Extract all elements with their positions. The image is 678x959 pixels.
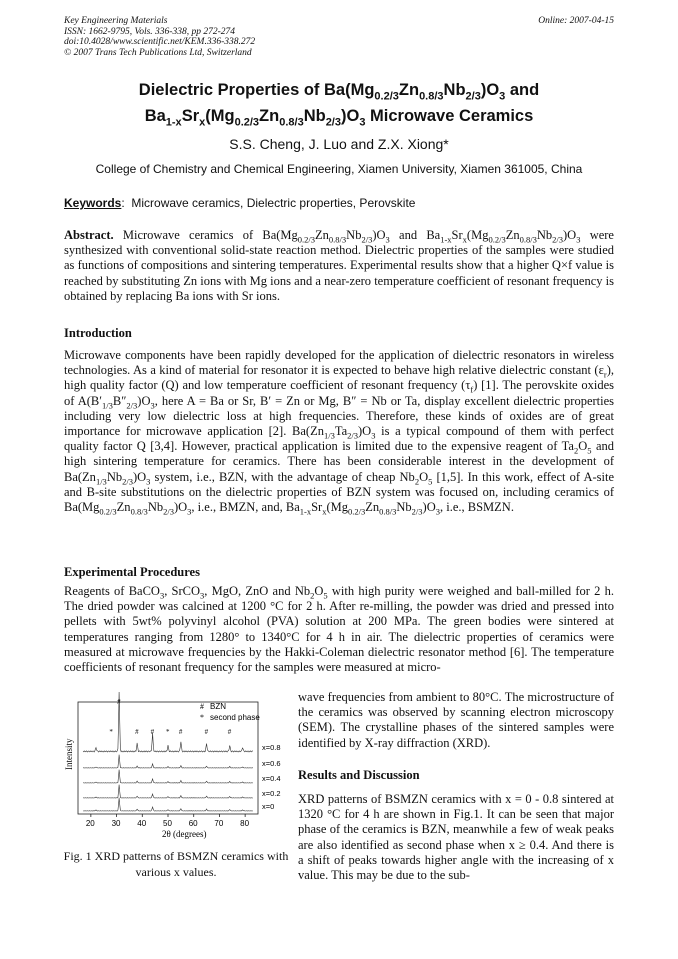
peak-marker: # <box>135 728 139 736</box>
legend-second-mark: * <box>200 713 204 722</box>
curve-label: x=0.6 <box>262 759 281 768</box>
xrd-curve <box>83 755 253 768</box>
peak-marker: # <box>150 728 155 736</box>
keywords-line: Keywords: Microwave ceramics, Dielectric properties, Perovskite <box>64 196 416 210</box>
xrd-figure <box>62 692 290 842</box>
title-line-2: $Ba_{1-x}Sr_x(Mg_{0.2/3}Zn_{0.8/3}Nb_{2/3})O_3$ Microwave Ceramics <box>144 107 534 129</box>
xrd-curve <box>83 798 253 811</box>
legend-bzn-mark: # <box>200 702 204 711</box>
keywords-text: Microwave ceramics, Dielectric properties, Perovskite <box>131 196 416 210</box>
experimental-heading: Experimental Procedures <box>64 565 200 579</box>
x-tick-label: 50 <box>163 819 172 828</box>
x-tick-label: 30 <box>111 819 121 828</box>
issn-line: ISSN: 1662-9795, Vols. 336-338, pp 272-274 <box>64 26 235 37</box>
x-axis-ticks <box>86 814 250 828</box>
keywords-label: Keywords <box>64 196 122 210</box>
peak-marker: # <box>227 728 232 736</box>
peak-marker: # <box>204 728 209 736</box>
online-date: Online: 2007-04-15 <box>538 16 614 26</box>
x-tick-label: 60 <box>188 819 198 828</box>
x-tick-label: 70 <box>214 819 224 828</box>
affiliation: College of Chemistry and Chemical Engineering, Xiamen University, Xiamen 361005, China <box>95 162 583 176</box>
legend-bzn: BZN <box>210 702 226 711</box>
paper-title <box>0 80 678 133</box>
x-tick-label: 40 <box>137 819 147 828</box>
peak-marker: # <box>117 698 121 706</box>
experimental-text-continued: wave frequencies from ambient to 80°C. The microstructure of the ceramics was observed by scanning electron microscopy (SEM). The crystalline phases of the sintered samples were identified by X-ray diffraction (XRD). <box>298 690 614 750</box>
curve-label: x=0.8 <box>262 743 281 752</box>
peak-marker: * <box>166 728 170 736</box>
results-text: XRD patterns of BSMZN ceramics with x = 0 - 0.8 sintered at 1320 °C for 4 h are shown in Fig.1. It can be seen that major phase of the ceramics is BZN, meanwhile a few of weak peaks are also identified as second phase when x ≥ 0.4. And there is a shift of peaks towards higher angle with the increasing of x value. This may be due to the sub- <box>298 792 614 883</box>
xrd-curve <box>83 785 253 798</box>
xrd-curves <box>83 692 280 811</box>
title-line-1: Dielectric Properties of $Ba(Mg_{0.2/3}Zn_{0.8/3}Nb_{2/3})O_3$ and <box>138 81 540 103</box>
legend-second: second phase <box>210 713 260 722</box>
results-heading: Results and Discussion <box>298 768 420 782</box>
figure-caption: Fig. 1 XRD patterns of BSMZN ceramics with various x values. <box>63 849 289 879</box>
xrd-chart <box>62 692 290 842</box>
peak-marker: * <box>109 728 113 736</box>
y-axis-label: Intensity <box>64 738 74 770</box>
curve-label: x=0.4 <box>262 774 281 783</box>
xrd-curve <box>83 692 253 752</box>
xrd-curve <box>83 770 253 783</box>
peak-marker: # <box>178 728 183 736</box>
curve-label: x=0.2 <box>262 789 281 798</box>
journal-name: Key Engineering Materials <box>64 16 168 26</box>
copyright-line: © 2007 Trans Tech Publications Ltd, Switzerland <box>64 47 252 58</box>
curve-label: x=0 <box>262 802 275 811</box>
journal-header <box>64 16 255 58</box>
introduction-heading: Introduction <box>64 326 132 340</box>
doi-line: doi:10.4028/www.scientific.net/KEM.336-338.272 <box>64 37 256 47</box>
x-tick-label: 20 <box>85 819 95 828</box>
x-tick-label: 80 <box>240 819 250 828</box>
abstract: Abstract. Microwave ceramics of $Ba(Mg_{0.2/3}Zn_{0.8/3}Nb_{2/3})O_3$ and $Ba_{1-x}Sr_x(Mg_{0.2/3}Zn_{0.8/3}Nb_{2/3})O_3$ were synthesized with conventional solid-state reaction method. Dielectric properties of the samples were studied as functions of compositions and sintering temperatures. Experimental results show that a higher Q×f value is reached by substituting Zn ions with Mg ions and a near-zero temperature coefficient of resonant frequency is obtained by replacing Ba ions with Sr ions. <box>64 228 614 303</box>
introduction-text: Microwave components have been rapidly developed for the application of dielectric resonators in wireless technologies. As a kind of material for resonator it is expected to behave high relative dielectric constant $(\varepsilon_r)$, high quality factor (Q) and low temperature coefficient of resonant frequency $(\tau_f)$ [1]. The perovskite oxides of $A(B'_{1/3}B''_{2/3})O_3$, here A = Ba or Sr, B′ = Zn or Mg, B″ = Nb or Ta, display excellent dielectric properties including very low dielectric loss at high frequencies. Therefore, these kinds of oxides are of great importance for microwave application [2]. $Ba(Zn_{1/3}Ta_{2/3})O_3$ is a typical compound of them with perfect quality factor Q [3,4]. However, practical application is limited due to the expensive reagent of $Ta_2O_5$ and high sintering temperature for ceramics. There has been considerable interest in the development of $Ba(Zn_{1/3}Nb_{2/3})O_3$ system, i.e., BZN, with the advantage of cheap $Nb_2O_5$ [1,5]. In this work, effect of A-site and B-site substitutions on the dielectric properties of BZN system was focused on, including ceramics of $Ba(Mg_{0.2/3}Zn_{0.8/3}Nb_{2/3})O_3$, i.e., BMZN, and, $Ba_{1-x}Sr_x(Mg_{0.2/3}Zn_{0.8/3}Nb_{2/3})O_3$, i.e., BSMZN. <box>64 348 615 517</box>
x-axis-label: 2θ (degrees) <box>162 829 207 839</box>
experimental-text: Reagents of BaCO$_3$, SrCO$_3$, MgO, ZnO and $Nb_2O_5$ with high purity were weighed and ball-milled for 2 h. The dried powder was calcined at 1200 °C for 2 h. After re-milling, the powder was dried and pressed into pellets with 5wt% polyvinyl alcohol (PVA) solution at 200 MPa. The green bodies were sintered at temperatures ranging from 1280° to 1340°C for 4 h in air. The dielectric properties of ceramics were measured at microwave frequencies by the Hakki-Coleman dielectric resonator method [6]. The temperature coefficients of resonant frequency for the samples were measured at micro- <box>64 584 614 675</box>
authors: S.S. Cheng, J. Luo and Z.X. Xiong* <box>229 136 449 152</box>
